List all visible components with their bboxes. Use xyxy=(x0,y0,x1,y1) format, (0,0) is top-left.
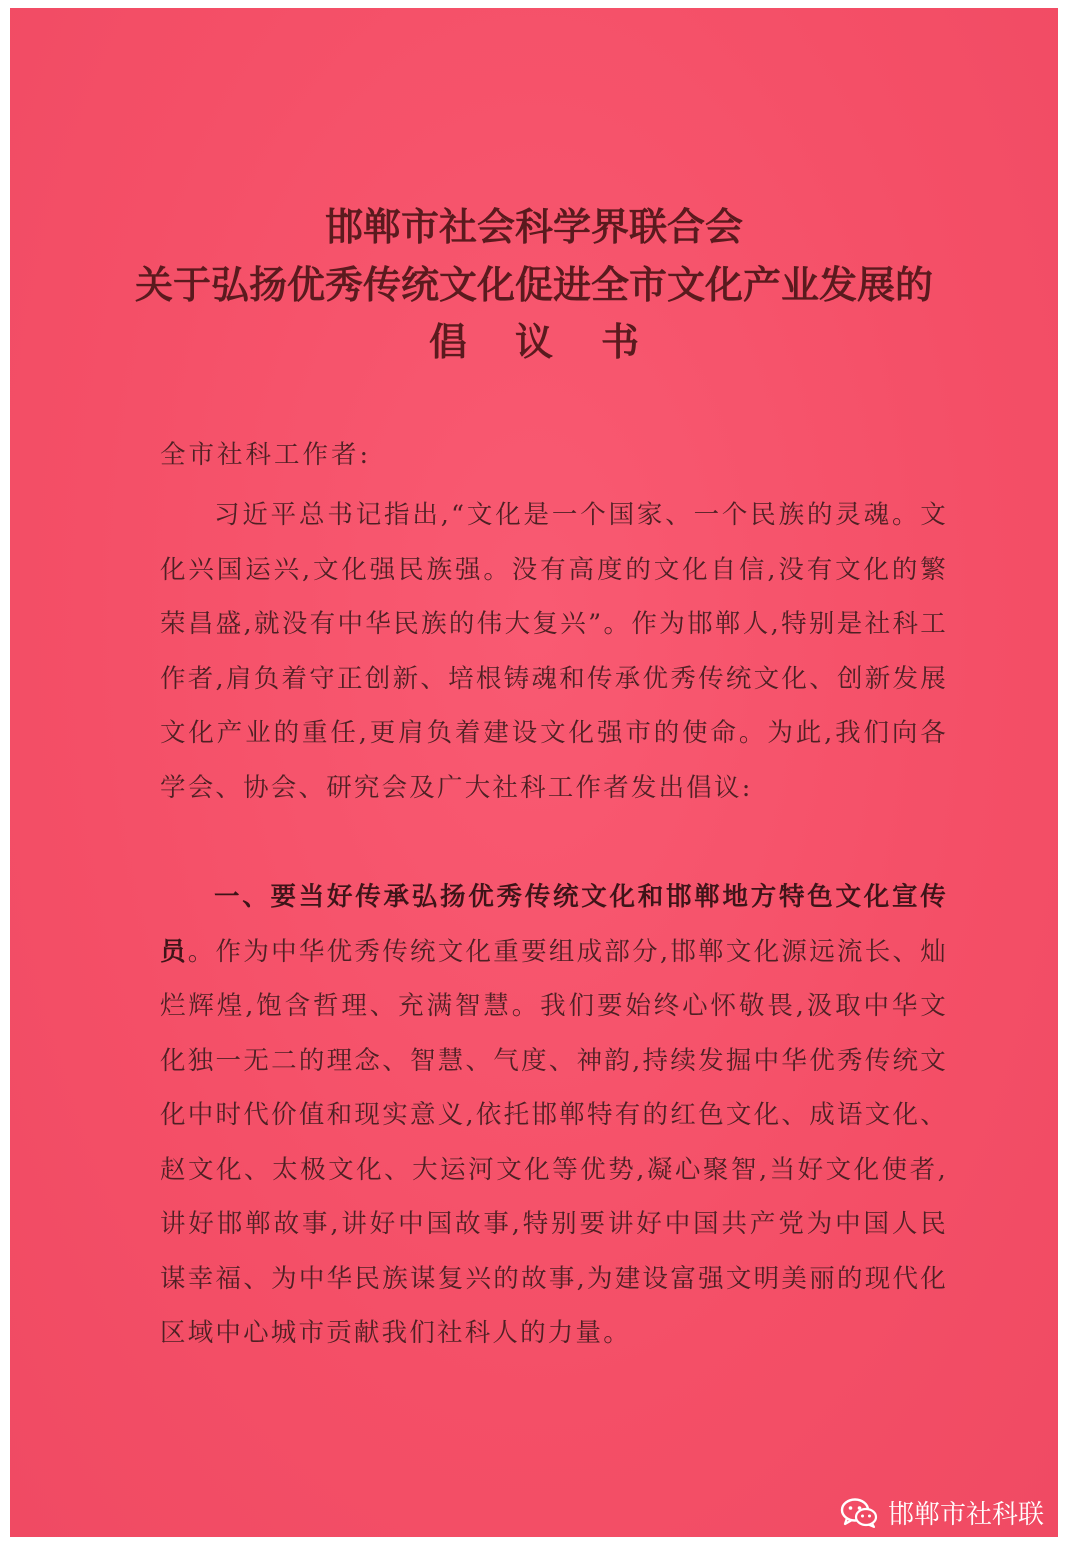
document-title-line3: 倡议书 xyxy=(428,319,687,364)
paragraph-proposal-one xyxy=(160,870,948,1361)
document-page xyxy=(10,8,1058,1537)
proposal-one-heading: 一、要当好传承弘扬优秀传统文化和邯郸地方特色文化宣传员 xyxy=(160,882,948,967)
wechat-icon xyxy=(840,1498,878,1528)
paragraph-intro: 习近平总书记指出,“文化是一个国家、一个民族的灵魂。文化兴国运兴,文化强民族强。没有高度的文化自信,没有文化的繁荣昌盛,就没有中华民族的伟大复兴”。作为邯郸人,特别是社科工作者,肩负着守正创新、培根铸魂和传承优秀传统文化、创新发展文化产业的重任,更肩负着建设文化强市的使命。为此,我们向各学会、协会、研究会及广大社科工作者发出倡议: xyxy=(160,500,948,803)
proposal-one-body: 。作为中华优秀传统文化重要组成部分,邯郸文化源远流长、灿烂辉煌,饱含哲理、充满智慧。我们要始终心怀敬畏,汲取中华文化独一无二的理念、智慧、气度、神韵,持续发掘中华优秀传统文化中时代价值和现实意义,依托邯郸特有的红色文化、成语文化、赵文化、太极文化、大运河文化等优势,凝心聚智,当好文化使者,讲好邯郸故事,讲好中国故事,特别要讲好中国共产党为中国人民谋幸福、为中华民族谋复兴的故事,为建设富强文明美丽的现代化区域中心城市贡献我们社科人的力量。 xyxy=(160,936,948,1348)
watermark-label: 邯郸市社科联 xyxy=(887,1500,1044,1530)
document-title-line2: 关于弘扬优秀传统文化促进全市文化产业发展的 xyxy=(134,262,933,307)
salutation: 全市社科工作者: xyxy=(160,440,372,470)
document-title-line1: 邯郸市社会科学界联合会 xyxy=(324,204,743,249)
account-watermark xyxy=(840,1494,1044,1531)
